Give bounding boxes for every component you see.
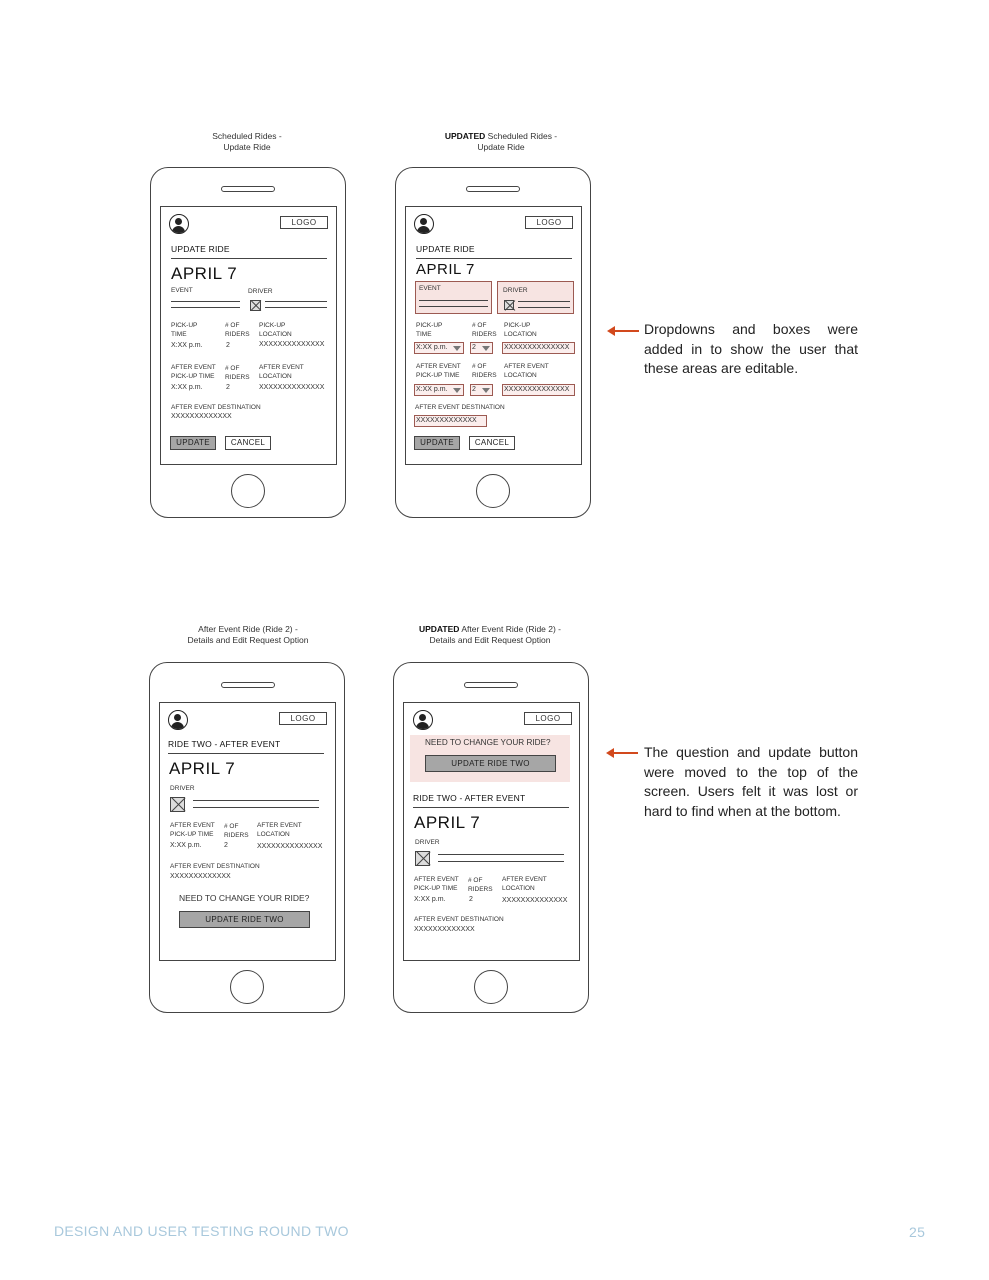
caption-line: Details and Edit Request Option bbox=[429, 635, 551, 645]
logo: LOGO bbox=[280, 216, 328, 229]
phone-frame-2 bbox=[395, 167, 591, 518]
after-event-time-value: X:XX p.m. bbox=[170, 842, 202, 849]
logo: LOGO bbox=[525, 216, 573, 229]
phone-screen-2 bbox=[405, 206, 582, 465]
phone-speaker bbox=[221, 186, 275, 192]
phone-speaker bbox=[464, 682, 518, 688]
event-editable-box[interactable] bbox=[415, 281, 492, 314]
caption-line: Scheduled Rides - bbox=[212, 131, 282, 141]
driver-line bbox=[193, 800, 319, 801]
after-event-time-label: AFTER EVENT PICK-UP TIME bbox=[414, 876, 459, 892]
caption-line: Update Ride bbox=[223, 142, 271, 152]
after-event-time-label: AFTER EVENT PICK-UP TIME bbox=[171, 364, 216, 380]
after-event-destination-value: XXXXXXXXXXXXX bbox=[170, 873, 231, 880]
after-event-destination-value: XXXXXXXXXXXXX bbox=[171, 413, 232, 420]
after-event-destination-label: AFTER EVENT DESTINATION bbox=[414, 916, 504, 923]
change-ride-question: NEED TO CHANGE YOUR RIDE? bbox=[425, 738, 551, 747]
section-title: UPDATE RIDE bbox=[171, 244, 230, 254]
after-event-time-value: X:XX p.m. bbox=[171, 384, 203, 391]
caption-after-event-ride bbox=[148, 624, 348, 646]
after-event-location-label: AFTER EVENT LOCATION bbox=[259, 364, 304, 380]
logo: LOGO bbox=[524, 712, 572, 725]
caption-bold: UPDATED bbox=[444, 131, 486, 141]
user-avatar-icon[interactable] bbox=[168, 710, 188, 730]
phone-speaker bbox=[221, 682, 275, 688]
driver-line bbox=[438, 861, 564, 862]
home-button bbox=[231, 474, 265, 508]
after-event-location-label: AFTER EVENT LOCATION bbox=[502, 876, 547, 892]
driver-label: DRIVER bbox=[170, 785, 195, 792]
update-ride-two-button[interactable]: UPDATE RIDE TWO bbox=[425, 755, 556, 772]
update-button[interactable]: UPDATE bbox=[170, 436, 216, 450]
pickup-time-value: X:XX p.m. bbox=[171, 342, 203, 349]
after-event-location-value: XXXXXXXXXXXXXX bbox=[502, 897, 568, 904]
driver-line bbox=[438, 854, 564, 855]
driver-label: DRIVER bbox=[248, 288, 273, 295]
pickup-time-label: PICK-UP TIME bbox=[171, 322, 198, 338]
caption-updated-scheduled-rides bbox=[401, 131, 601, 153]
footer-section-title: DESIGN AND USER TESTING ROUND TWO bbox=[54, 1223, 349, 1239]
after-event-location-label: AFTER EVENT LOCATION bbox=[257, 822, 302, 838]
phone-screen-3 bbox=[159, 702, 336, 961]
divider bbox=[413, 807, 569, 808]
driver-line bbox=[518, 307, 570, 308]
arrow-line bbox=[613, 752, 638, 754]
annotation-note-1: Dropdowns and boxes were added in to show the user that these areas are editable. bbox=[644, 321, 858, 376]
user-avatar-icon[interactable] bbox=[414, 214, 434, 234]
divider bbox=[171, 258, 327, 259]
phone-frame-1 bbox=[150, 167, 346, 518]
update-button[interactable]: UPDATE bbox=[414, 436, 460, 450]
after-event-location-value: XXXXXXXXXXXXXX bbox=[259, 384, 325, 391]
driver-photo-placeholder-icon bbox=[170, 797, 185, 812]
event-label: EVENT bbox=[171, 287, 193, 294]
user-avatar-icon[interactable] bbox=[169, 214, 189, 234]
home-button bbox=[474, 970, 508, 1004]
after-event-location-label: AFTER EVENT LOCATION bbox=[504, 363, 549, 379]
caption-line: Details and Edit Request Option bbox=[187, 635, 309, 645]
cancel-button[interactable]: CANCEL bbox=[469, 436, 515, 450]
driver-photo-placeholder-icon bbox=[504, 300, 514, 310]
divider bbox=[416, 258, 572, 259]
event-line bbox=[419, 300, 488, 301]
logo: LOGO bbox=[279, 712, 327, 725]
after-event-destination-label: AFTER EVENT DESTINATION bbox=[170, 863, 260, 870]
caption-line: After Event Ride (Ride 2) - bbox=[459, 624, 562, 634]
driver-label: DRIVER bbox=[415, 839, 440, 846]
pickup-time-dropdown[interactable]: X:XX p.m. bbox=[414, 342, 464, 354]
driver-photo-placeholder-icon bbox=[250, 300, 261, 311]
after-event-destination-label: AFTER EVENT DESTINATION bbox=[415, 404, 505, 411]
after-event-time-label: AFTER EVENT PICK-UP TIME bbox=[170, 822, 215, 838]
phone-speaker bbox=[466, 186, 520, 192]
change-ride-question: NEED TO CHANGE YOUR RIDE? bbox=[179, 893, 310, 903]
after-event-location-value: XXXXXXXXXXXXXX bbox=[257, 843, 323, 850]
driver-editable-box[interactable] bbox=[497, 281, 574, 314]
pickup-location-label: PICK-UP LOCATION bbox=[259, 322, 292, 338]
caption-line: After Event Ride (Ride 2) - bbox=[198, 624, 298, 634]
riders-label: # OF RIDERS bbox=[224, 823, 249, 839]
riders-label: # OF RIDERS bbox=[225, 365, 250, 381]
after-event-destination-value: XXXXXXXXXXXXX bbox=[414, 926, 475, 933]
driver-photo-placeholder-icon bbox=[415, 851, 430, 866]
riders-dropdown[interactable]: 2 bbox=[470, 384, 493, 396]
riders-value: 2 bbox=[226, 342, 230, 349]
driver-line bbox=[518, 301, 570, 302]
event-line bbox=[419, 306, 488, 307]
event-label: EVENT bbox=[419, 285, 441, 292]
pickup-location-value: XXXXXXXXXXXXXX bbox=[259, 341, 325, 348]
ride-date: APRIL 7 bbox=[171, 264, 238, 283]
event-line bbox=[171, 301, 240, 302]
after-event-location-field[interactable]: XXXXXXXXXXXXXX bbox=[502, 384, 575, 396]
after-event-destination-field[interactable]: XXXXXXXXXXXXX bbox=[414, 415, 487, 427]
driver-label: DRIVER bbox=[503, 287, 528, 294]
after-event-time-label: AFTER EVENT PICK-UP TIME bbox=[416, 363, 461, 379]
caption-scheduled-rides bbox=[147, 131, 347, 153]
chevron-down-icon bbox=[453, 388, 461, 393]
riders-value: 2 bbox=[224, 842, 228, 849]
riders-label: # OF RIDERS bbox=[225, 322, 250, 338]
driver-line bbox=[193, 807, 319, 808]
riders-label: # OF RIDERS bbox=[472, 322, 497, 338]
chevron-down-icon bbox=[482, 346, 490, 351]
home-button bbox=[476, 474, 510, 508]
phone-frame-4 bbox=[393, 662, 589, 1013]
driver-line bbox=[265, 301, 327, 302]
after-event-time-dropdown[interactable]: X:XX p.m. bbox=[414, 384, 464, 396]
after-event-destination-label: AFTER EVENT DESTINATION bbox=[171, 404, 261, 411]
divider bbox=[168, 753, 324, 754]
chevron-down-icon bbox=[482, 388, 490, 393]
arrow-line bbox=[614, 330, 639, 332]
update-ride-two-button[interactable]: UPDATE RIDE TWO bbox=[179, 911, 310, 928]
ride-date: APRIL 7 bbox=[169, 759, 236, 778]
pickup-time-label: PICK-UP TIME bbox=[416, 322, 443, 338]
section-title: RIDE TWO - AFTER EVENT bbox=[413, 793, 526, 803]
after-event-time-value: X:XX p.m. bbox=[414, 896, 446, 903]
riders-dropdown[interactable]: 2 bbox=[470, 342, 493, 354]
riders-label: # OF RIDERS bbox=[472, 363, 497, 379]
phone-frame-3 bbox=[149, 662, 345, 1013]
home-button bbox=[230, 970, 264, 1004]
cancel-button[interactable]: CANCEL bbox=[225, 436, 271, 450]
chevron-down-icon bbox=[453, 346, 461, 351]
phone-screen-1 bbox=[160, 206, 337, 465]
event-line bbox=[171, 307, 240, 308]
ride-date: APRIL 7 bbox=[416, 261, 475, 278]
riders-label: # OF RIDERS bbox=[468, 877, 493, 893]
section-title: RIDE TWO - AFTER EVENT bbox=[168, 739, 281, 749]
caption-updated-after-event-ride bbox=[390, 624, 590, 646]
caption-line: Scheduled Rides - bbox=[485, 131, 558, 141]
user-avatar-icon[interactable] bbox=[413, 710, 433, 730]
ride-date: APRIL 7 bbox=[414, 813, 481, 832]
pickup-location-label: PICK-UP LOCATION bbox=[504, 322, 537, 338]
annotation-note-2: The question and update button were moved to the top of the screen. Users felt it was lost or hard to find when at the bottom. bbox=[644, 744, 858, 819]
pickup-location-field[interactable]: XXXXXXXXXXXXXX bbox=[502, 342, 575, 354]
driver-line bbox=[265, 307, 327, 308]
phone-screen-4 bbox=[403, 702, 580, 961]
riders-value: 2 bbox=[226, 384, 230, 391]
change-ride-highlight bbox=[410, 735, 570, 782]
section-title: UPDATE RIDE bbox=[416, 244, 475, 254]
riders-value: 2 bbox=[469, 896, 473, 903]
caption-bold: UPDATED bbox=[418, 624, 460, 634]
footer-page-number: 25 bbox=[909, 1224, 926, 1240]
caption-line: Update Ride bbox=[477, 142, 525, 152]
